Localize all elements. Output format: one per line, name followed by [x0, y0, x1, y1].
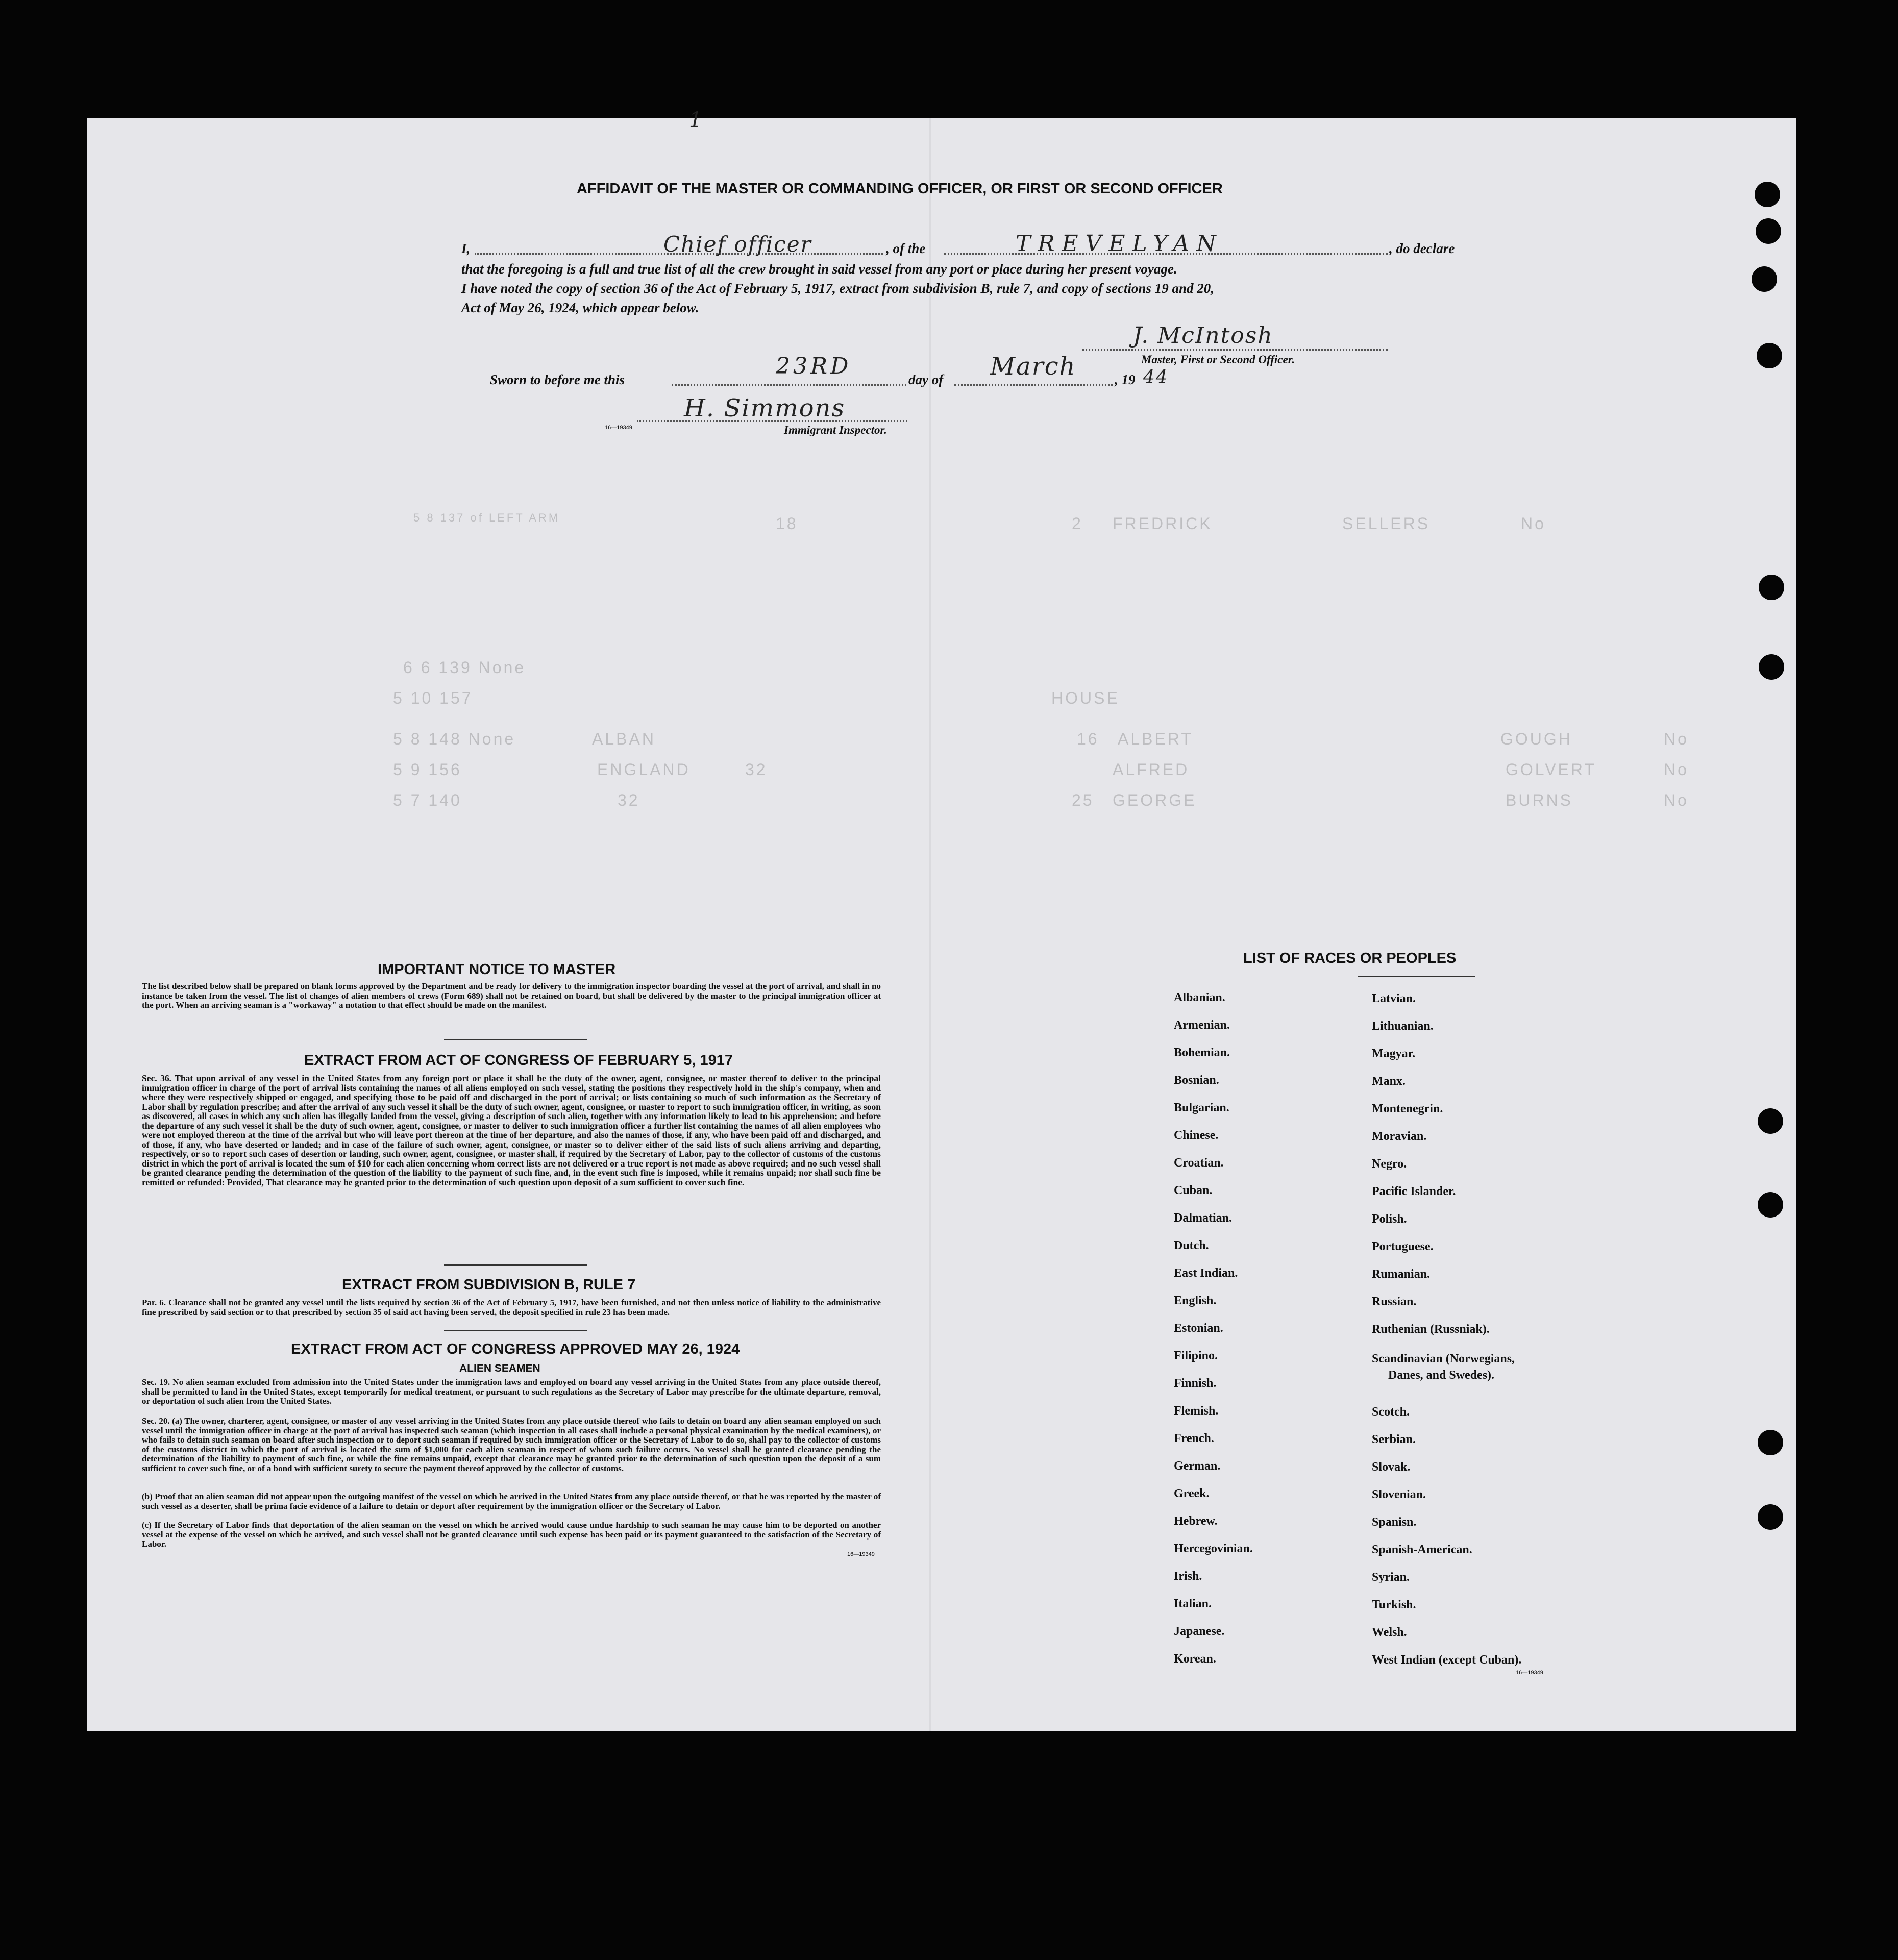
race-item: Armenian.: [1174, 1019, 1230, 1032]
race-item: Portuguese.: [1372, 1240, 1434, 1253]
i-label: I,: [461, 241, 471, 256]
punch-hole: [1756, 218, 1781, 244]
race-item: Welsh.: [1372, 1626, 1407, 1639]
race-item: Korean.: [1174, 1652, 1216, 1666]
inspector-signature: H. Simmons: [684, 394, 846, 423]
rule7-text: Par. 6. Clearance shall not be granted any vessel until the lists required by section 36 of the Act of February 5, 1917, have been furnished, and not then unless notice of liability to the administrative fine prescribed by said section or to that prescribed by section 35 of said act having been served, the deposit specified in rule 23 has been made.: [142, 1298, 881, 1317]
ghost-text: 32: [618, 791, 640, 809]
sworn-day-line: [672, 384, 906, 386]
race-item: Ruthenian (Russniak).: [1372, 1323, 1490, 1336]
ghost-text: 16: [1077, 730, 1099, 748]
race-item: Spanish-American.: [1372, 1543, 1472, 1556]
ghost-text: 18: [776, 514, 798, 533]
race-item: Estonian.: [1174, 1322, 1223, 1335]
ghost-text: 2: [1072, 514, 1083, 533]
race-item: Albanian.: [1174, 991, 1225, 1004]
race-item: Hercegovinian.: [1174, 1542, 1253, 1555]
punch-hole: [1758, 1430, 1783, 1455]
ghost-text: ALBAN: [592, 730, 656, 748]
extract-1917-heading: EXTRACT FROM ACT OF CONGRESS OF FEBRUARY 5, 1917: [304, 1052, 733, 1069]
ghost-text: ALFRED: [1113, 760, 1190, 779]
master-signature-line: [1082, 349, 1388, 351]
master-caption: Master, First or Second Officer.: [1141, 353, 1295, 366]
affidavit-line-4: Act of May 26, 1924, which appear below.: [461, 300, 699, 315]
extract-1924-heading: EXTRACT FROM ACT OF CONGRESS APPROVED MAY 26, 1924: [291, 1341, 740, 1357]
document-sheet: [87, 108, 1796, 1731]
race-item: Turkish.: [1372, 1598, 1416, 1611]
race-item: Syrian.: [1372, 1571, 1410, 1584]
extract-1924-sec20c: (c) If the Secretary of Labor finds that deportation of the alien seaman on the vessel on which he arrived would cause undue hardship to such seaman he may cause him to be deported on another vessel at the expense of the vessel on which he arrived, and such vessel shall not be granted clearance until such expense has been paid or its payment guaranteed to the satisfaction of the Secretary of Labor.: [142, 1520, 881, 1549]
race-item: Russian.: [1372, 1295, 1417, 1308]
alien-seamen-subheading: ALIEN SEAMEN: [459, 1362, 540, 1374]
race-item: Greek.: [1174, 1487, 1210, 1500]
ghost-text: 6 6 139 None: [403, 658, 526, 677]
sworn-label: Sworn to before me this: [490, 372, 625, 387]
day-handwritten: 23RD: [776, 353, 852, 379]
do-declare-label: , do declare: [1389, 241, 1455, 256]
race-item: Slovenian.: [1372, 1488, 1426, 1501]
race-item: Manx.: [1372, 1075, 1406, 1088]
race-item: English.: [1174, 1294, 1217, 1307]
race-item: Irish.: [1174, 1570, 1202, 1583]
vessel-handwritten: TREVELYAN: [1016, 231, 1223, 257]
race-item: German.: [1174, 1459, 1221, 1473]
extract-1917-text: Sec. 36. That upon arrival of any vessel in the United States from any foreign port or place it shall be the duty of the owner, agent, consignee, or master thereof to deliver to the principal immigration officer in charge of the port of arrival lists containing the names of all aliens employed on such vessel, stating the positions they respectively hold in the ship's company, when and where they were respectively shipped or engaged, and specifying those to be paid off and discharged in the port of arrival; or lists containing so much of such information as the Secretary of Labor shall by regulation prescribe; and after the arrival of any such vessel it shall be the duty of such owner, agent, consignee, or master to report to such immigration officer, in writing, as soon as discovered, all cases in which any such alien has illegally landed from the vessel, giving a description of such alien, together with any information likely to lead to his apprehension; and before the departure of any such vessel it shall be the duty of such owner, agent, consignee, or master to deliver to such immigration officer a further list containing the names of all alien employees who were not employed thereon at the time of the arrival but who will leave port thereon at the time of her departure, and also the names of those, if any, who have been paid off and discharged, and of those, if any, who have deserted or landed; and in case of the failure of such owner, agent, consignee, or master so to deliver either of the said lists of such aliens arriving and departing, respectively, or so to report such cases of desertion or landing, such owner, agent, consignee, or master shall, if required by the Secretary of Labor, pay to the collector of customs of the customs district in which the port of arrival is located the sum of $10 for each alien concerning whom correct lists are not delivered or a true report is not made as above required; and no such vessel shall be granted clearance pending the determination of the question of the liability to the payment of such fine, and, in the event such fine is imposed, while it remains unpaid; nor shall such fine be remitted or refunded: Provided, That clearance may be granted prior to the determination of such question upon deposit of a sum sufficient to cover such fine.: [142, 1073, 881, 1187]
notice-text: The list described below shall be prepared on blank forms approved by the Department and be ready for delivery to the immigration inspector boarding the vessel at the port of arrival, and shall in no instance be taken from the vessel. The list of changes of alien members of crews (Form 689) shall not be retained on board, but shall be delivered by the master to the principal immigration officer at the port. When an arriving seaman is a "workaway" a notation to that effect should be made on the manifest.: [142, 981, 881, 1010]
race-item: Filipino.: [1174, 1349, 1218, 1362]
punch-hole: [1758, 1108, 1783, 1134]
day-of-label: day of: [908, 372, 944, 387]
race-item: Negro.: [1372, 1157, 1407, 1171]
race-item: Cuban.: [1174, 1184, 1213, 1197]
extract-1924-sec19: Sec. 19. No alien seaman excluded from admission into the United States under the immigration laws and employed on board any vessel arriving in the United States from any place outside thereof, shall be permitted to land in the United States, except temporarily for medical treatment, or pursuant to such regulations as the Secretary of Labor may prescribe for the ultimate departure, removal, or deportation of such alien from the United States.: [142, 1377, 881, 1406]
ghost-text: 32: [745, 760, 768, 779]
affidavit-line-2: that the foregoing is a full and true list of all the crew brought in said vessel from any port or place during her present voyage.: [461, 261, 1177, 277]
race-item: Scandinavian (Norwegians,: [1372, 1352, 1515, 1366]
race-item: Moravian.: [1372, 1130, 1427, 1143]
race-item: Latvian.: [1372, 992, 1416, 1005]
divider: [444, 1330, 587, 1331]
ghost-text: ALBERT: [1118, 730, 1193, 748]
ghost-text: 5 10 157: [393, 689, 473, 707]
punch-hole: [1758, 1192, 1783, 1218]
affidavit-line-3: I have noted the copy of section 36 of the Act of February 5, 1917, extract from subdivision B, rule 7, and copy of sections 19 and 20,: [461, 281, 1214, 296]
year-handwritten: 44: [1143, 367, 1169, 388]
ghost-text: GOUGH: [1500, 730, 1572, 748]
ghost-text: No: [1664, 791, 1689, 809]
ghost-text: No: [1521, 514, 1546, 533]
punch-hole: [1752, 266, 1777, 292]
punch-hole: [1757, 343, 1782, 368]
race-item: Serbian.: [1372, 1433, 1416, 1446]
rule7-heading: EXTRACT FROM SUBDIVISION B, RULE 7: [342, 1277, 636, 1293]
affidavit-title: AFFIDAVIT OF THE MASTER OR COMMANDING OFFICER, OR FIRST OR SECOND OFFICER: [577, 181, 1223, 197]
race-item: Montenegrin.: [1372, 1102, 1443, 1115]
race-item: Scotch.: [1372, 1405, 1410, 1419]
punch-hole: [1758, 1504, 1783, 1530]
race-item: Spanisn.: [1372, 1516, 1417, 1529]
page-mark: 1: [689, 108, 703, 132]
inspector-caption: Immigrant Inspector.: [784, 424, 887, 436]
race-item: Bohemian.: [1174, 1046, 1230, 1059]
race-item: Chinese.: [1174, 1129, 1219, 1142]
ghost-text: GEORGE: [1113, 791, 1197, 809]
officer-handwritten: Chief officer: [663, 232, 812, 257]
race-item: Croatian.: [1174, 1156, 1224, 1170]
divider: [1358, 976, 1475, 977]
notice-heading: IMPORTANT NOTICE TO MASTER: [378, 961, 616, 978]
race-item: Bosnian.: [1174, 1074, 1219, 1087]
race-item: Dutch.: [1174, 1239, 1209, 1252]
year-prefix: , 19: [1115, 372, 1136, 387]
race-item: Magyar.: [1372, 1047, 1416, 1060]
race-item: Pacific Islander.: [1372, 1185, 1456, 1198]
divider: [444, 1264, 587, 1266]
race-item: Finnish.: [1174, 1377, 1217, 1390]
race-item: Japanese.: [1174, 1625, 1225, 1638]
ghost-text: 5 9 156: [393, 760, 462, 779]
ghost-text: BURNS: [1506, 791, 1573, 809]
race-item: Hebrew.: [1174, 1515, 1218, 1528]
race-item: East Indian.: [1174, 1267, 1238, 1280]
races-form-number: 16—19349: [1516, 1670, 1543, 1676]
punch-hole: [1759, 654, 1784, 680]
month-line: [954, 384, 1113, 386]
divider: [444, 1039, 587, 1040]
ghost-text: 25: [1072, 791, 1094, 809]
race-item: Danes, and Swedes).: [1388, 1369, 1495, 1382]
race-item: Slovak.: [1372, 1460, 1411, 1474]
race-item: Dalmatian.: [1174, 1211, 1232, 1225]
ghost-text: No: [1664, 730, 1689, 748]
race-item: Rumanian.: [1372, 1268, 1431, 1281]
race-item: West Indian (except Cuban).: [1372, 1653, 1522, 1667]
ghost-text: 5 8 137 of LEFT ARM: [413, 511, 560, 524]
race-item: Lithuanian.: [1372, 1020, 1434, 1033]
ghost-text: 5 7 140: [393, 791, 462, 809]
ghost-text: GOLVERT: [1506, 760, 1596, 779]
ghost-text: SELLERS: [1342, 514, 1431, 533]
ghost-text: HOUSE: [1051, 689, 1120, 707]
month-handwritten: March: [990, 352, 1076, 381]
race-item: French.: [1174, 1432, 1214, 1445]
punch-hole: [1755, 182, 1780, 207]
punch-hole: [1759, 575, 1784, 600]
affidavit-form-number: 16—19349: [605, 425, 632, 431]
extract-form-number: 16—19349: [847, 1551, 875, 1557]
race-item: Italian.: [1174, 1597, 1212, 1610]
ghost-text: ENGLAND: [597, 760, 691, 779]
ghost-text: No: [1664, 760, 1689, 779]
race-item: Flemish.: [1174, 1404, 1219, 1418]
extract-1924-sec20b: (b) Proof that an alien seaman did not appear upon the outgoing manifest of the vessel on which he arrived in the United States from any place outside thereof, or that he was reported by the master of such vessel as a deserter, shall be prima facie evidence of a failure to detain or deport after requirement by the immigration officer or the Secretary of Labor.: [142, 1492, 881, 1511]
ghost-text: FREDRICK: [1113, 514, 1213, 533]
races-heading: LIST OF RACES OR PEOPLES: [1243, 950, 1457, 966]
master-signature: J. McIntosh: [1133, 322, 1273, 349]
of-the-label: , of the: [886, 241, 926, 256]
race-item: Bulgarian.: [1174, 1101, 1229, 1114]
ghost-text: 5 8 148 None: [393, 730, 516, 748]
extract-1924-sec20a: Sec. 20. (a) The owner, charterer, agent, consignee, or master of any vessel arriving in the United States from any place outside thereof who fails to detain on board any alien seaman employed on such vessel until the immigration officer in charge at the port of arrival has inspected such seaman (which inspection in all cases shall include a personal physical examination by the medical examiners), or who fails to detain such seaman on board after such inspection or to deport such seaman if required by such immigration officer or the Secretary of Labor to do so, shall pay to the collector of customs of the customs district in which the port of arrival is located the sum of $1,000 for each alien seaman in respect of whom such failure occurs. No vessel shall be granted clearance pending the determination of the liability to payment of such fine, or while the fine remains unpaid, except that clearance may be granted prior to the determination of such question upon the deposit of a sum sufficient to cover such fine, or of a bond with sufficient surety to secure the payment thereof approved by the collector of customs.: [142, 1416, 881, 1473]
race-item: Polish.: [1372, 1212, 1407, 1226]
